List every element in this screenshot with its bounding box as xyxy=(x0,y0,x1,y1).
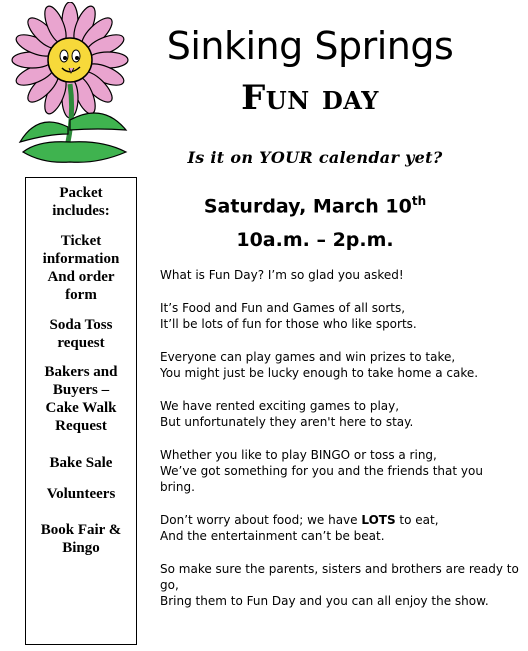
poem-stanza-6-end: to eat, And the entertainment can’t be beat. xyxy=(160,513,439,543)
poem-stanza-6-start: Don’t worry about food; we have xyxy=(160,513,362,527)
poem-stanza-6 xyxy=(160,512,520,544)
tagline: Is it on YOUR calendar yet? xyxy=(187,148,443,167)
poem-stanza-1: What is Fun Day? I’m so glad you asked! xyxy=(160,268,404,282)
page-subtitle: Fun day xyxy=(241,78,379,118)
packet-sidebar xyxy=(25,177,137,645)
sidebar-item-book-fair: Book Fair & Bingo xyxy=(40,522,122,556)
sidebar-item-cake-walk: Bakers and Buyers – Cake Walk Request xyxy=(44,364,118,434)
sidebar-item-bake-sale: Bake Sale xyxy=(49,455,113,471)
event-date-suffix: th xyxy=(411,194,427,208)
sidebar-item-ticket-info: Ticket information And order form xyxy=(42,233,120,303)
sidebar-heading: Packet includes: xyxy=(52,185,110,219)
poem-stanza-4: We have rented exciting games to play, But unfortunately they aren't here to stay. xyxy=(160,399,414,429)
poem-stanza-2: It’s Food and Fun and Games of all sorts, It’ll be lots of fun for those who like sports. xyxy=(160,301,417,331)
flower-clipart-icon xyxy=(8,2,138,170)
sidebar-item-volunteers: Volunteers xyxy=(46,486,116,502)
page-title: Sinking Springs xyxy=(166,24,454,68)
poem-stanza-5: Whether you like to play BINGO or toss a ring, We’ve got something for you and the friends that you bring. xyxy=(160,448,483,494)
sidebar-item-soda-toss: Soda Toss request xyxy=(49,317,113,351)
poem xyxy=(160,267,520,626)
event-time: 10a.m. – 2p.m. xyxy=(236,229,394,251)
event-date-text: Saturday, March 10 xyxy=(203,195,412,218)
poem-stanza-6-bold: LOTS xyxy=(361,513,396,527)
event-date xyxy=(165,194,465,217)
poem-stanza-7: So make sure the parents, sisters and brothers are ready to go, Bring them to Fun Day and you can all enjoy the show. xyxy=(160,562,519,608)
poem-stanza-3: Everyone can play games and win prizes to take, You might just be lucky enough to take home a cake. xyxy=(160,350,479,380)
